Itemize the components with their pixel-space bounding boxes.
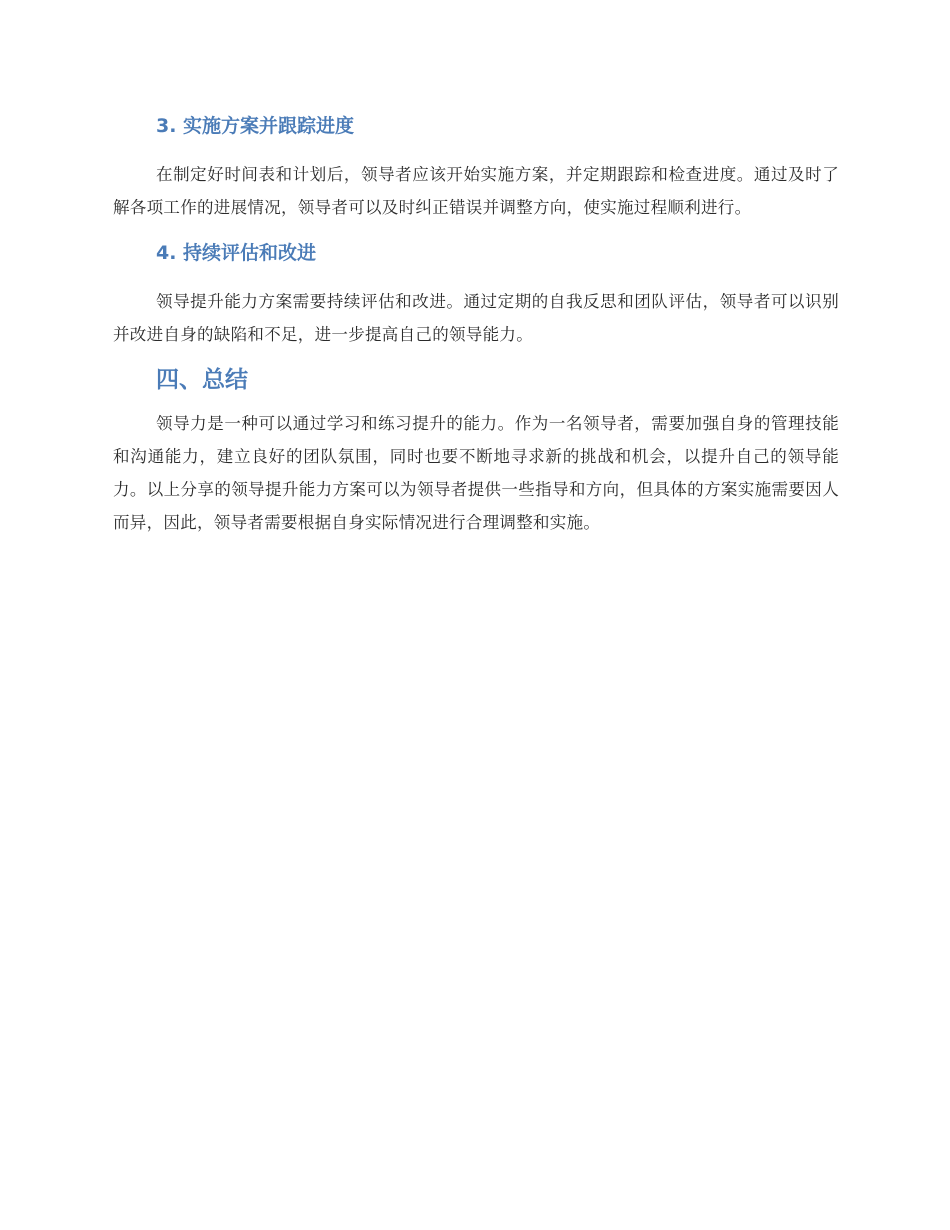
step3-paragraph: 在制定好时间表和计划后，领导者应该开始实施方案，并定期跟踪和检查进度。通过及时了解各项工作的进展情况，领导者可以及时纠正错误并调整方向，使实施过程顺利进行。 <box>113 165 839 217</box>
step3-heading: 3. 实施方案并跟踪进度 <box>156 115 355 137</box>
summary-paragraph: 领导力是一种可以通过学习和练习提升的能力。作为一名领导者，需要加强自身的管理技能和沟通能力，建立良好的团队氛围，同时也要不断地寻求新的挑战和机会，以提升自己的领导能力。以上分享的领导提升能力方案可以为领导者提供一些指导和方向，但具体的方案实施需要因人而异，因此，领导者需要根据自身实际情况进行合理调整和实施。 <box>113 414 839 532</box>
summary-heading: 四、总结 <box>156 367 248 393</box>
document-content <box>113 112 839 539</box>
step4-paragraph: 领导提升能力方案需要持续评估和改进。通过定期的自我反思和团队评估，领导者可以识别并改进自身的缺陷和不足，进一步提高自己的领导能力。 <box>113 292 839 344</box>
step4-heading: 4. 持续评估和改进 <box>156 242 317 264</box>
